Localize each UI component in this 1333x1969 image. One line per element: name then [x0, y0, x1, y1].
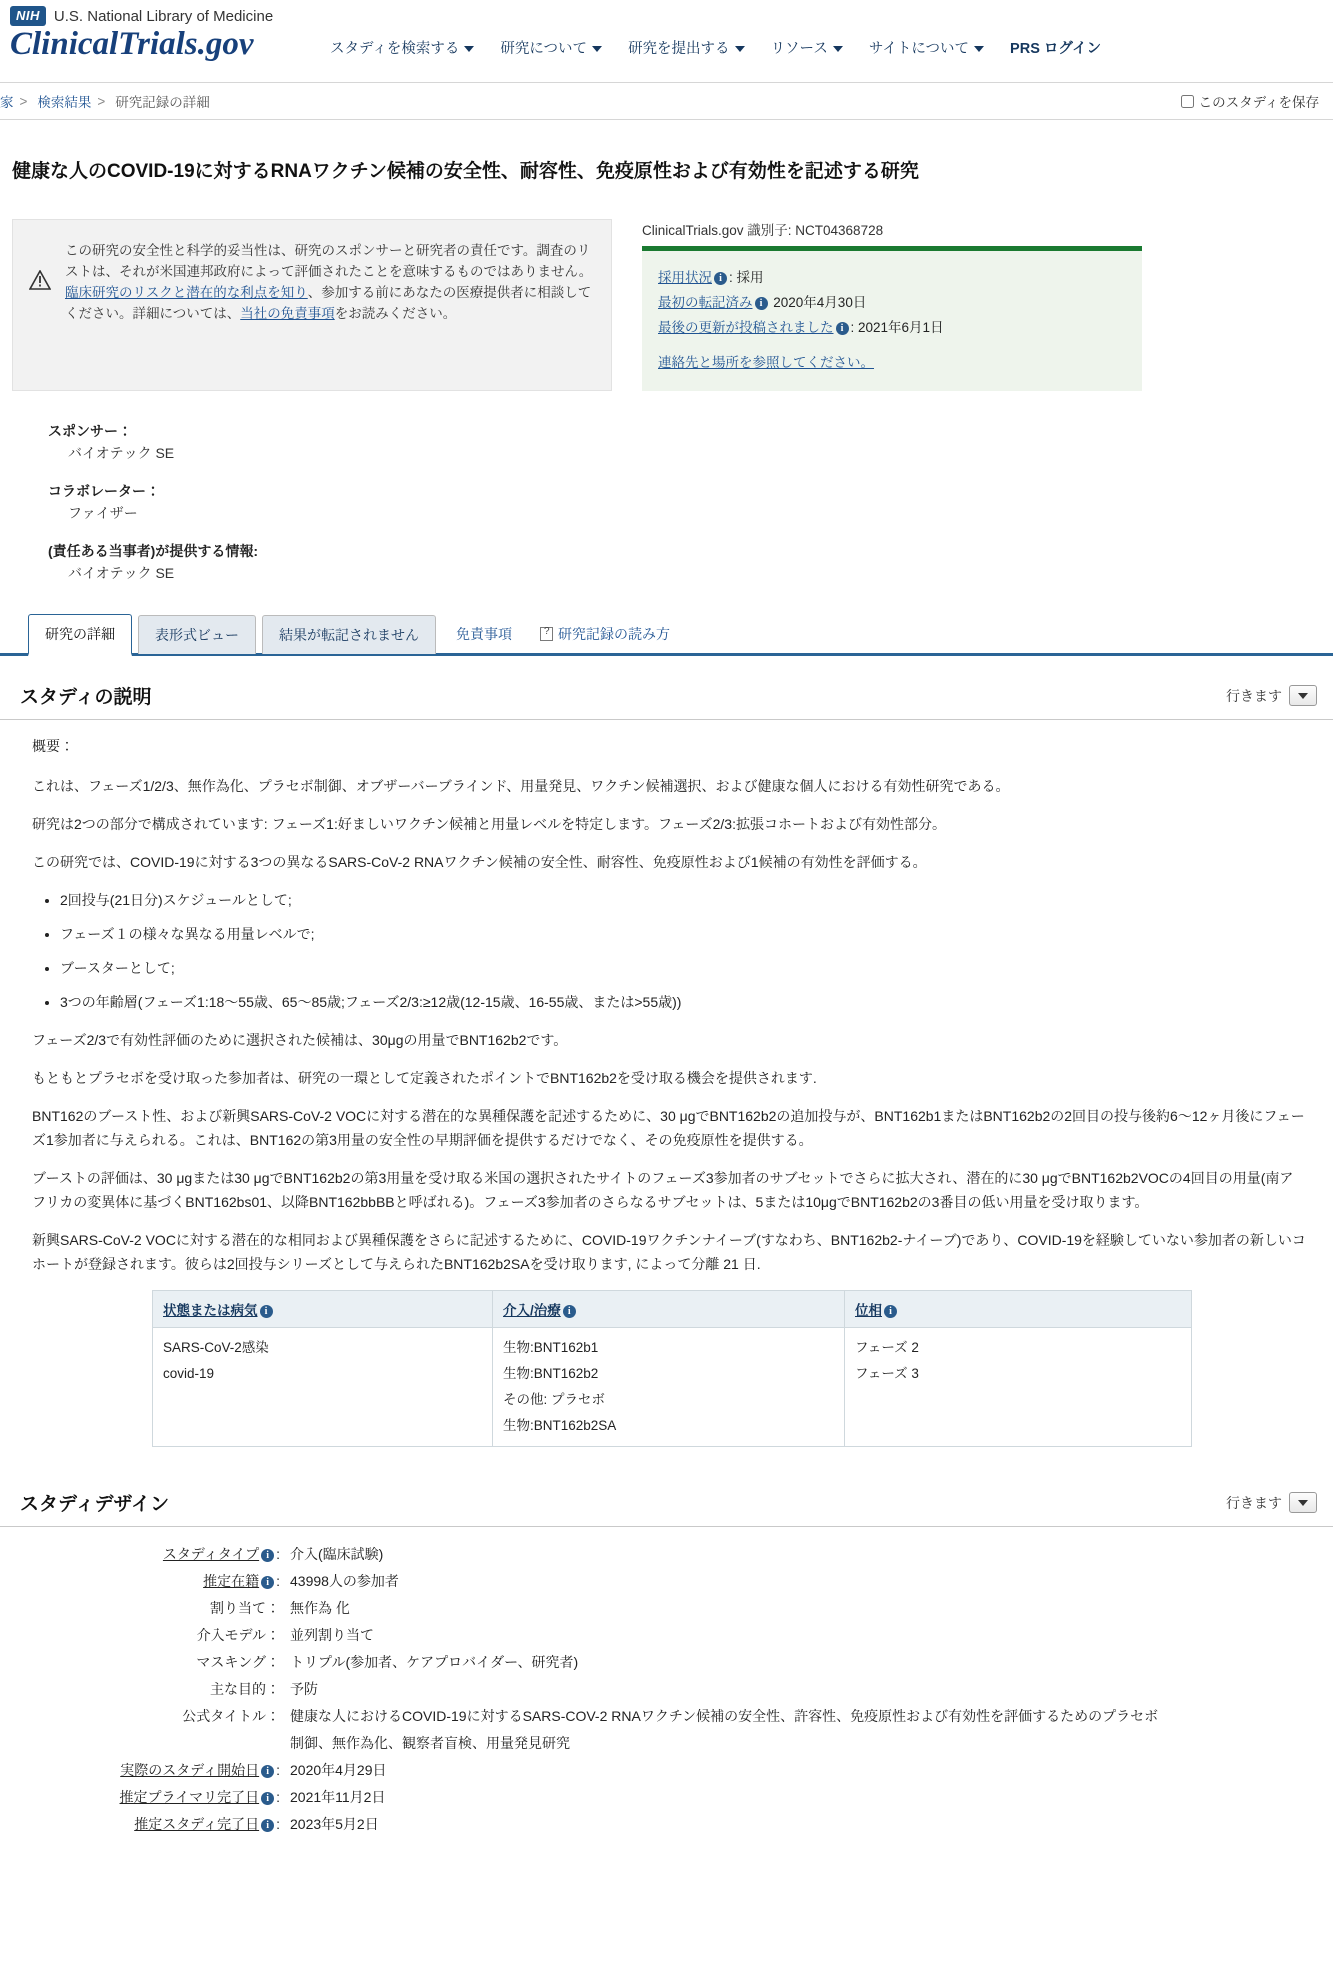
first-posted-value: 2020年4月30日	[773, 295, 867, 311]
nct-identifier: ClinicalTrials.gov 識別子: NCT04368728	[642, 223, 884, 239]
description-paragraph: この研究では、COVID-19に対する3つの異なるSARS-CoV-2 RNAワクチン候補の安全性、耐容性、免疫原性および1候補の有効性を評価する。	[32, 854, 927, 871]
breadcrumb-list	[0, 91, 210, 111]
nav-label: サイトについて	[868, 41, 970, 57]
info-icon[interactable]: i	[260, 1305, 273, 1318]
table-row	[153, 1328, 1192, 1447]
design-term	[0, 1757, 290, 1784]
design-term-label[interactable]: 推定スタディ完了日	[134, 1816, 260, 1833]
design-value: 介入(臨床試験)	[290, 1546, 384, 1563]
info-icon[interactable]: i	[261, 1792, 274, 1805]
table-body	[153, 1328, 1192, 1447]
description-paragraph: フェーズ2/3で有効性評価のために選択された候補は、30μgの用量でBNT162b2です。	[32, 1032, 568, 1049]
chevron-down-icon	[464, 46, 474, 52]
list-item: • フェーズ１の様々な異なる用量レベルで;	[60, 922, 1307, 946]
recruitment-status-label[interactable]: 採用状況	[658, 270, 712, 286]
intervention-item: 生物:BNT162b2SA	[503, 1418, 617, 1434]
design-row	[0, 1811, 1317, 1838]
design-term: マスキング：	[196, 1654, 280, 1671]
design-row	[0, 1676, 1317, 1703]
disclaimer-risks-link[interactable]: 臨床研究のリスクと潜在的な利点を知り	[65, 285, 308, 301]
contacts-locations-link[interactable]: 連絡先と場所を参照してください。	[658, 355, 874, 371]
description-paragraph: BNT162のブースト性、および新興SARS-CoV-2 VOCに対する潜在的な異種保護を記述するために、30 μgでBNT162b2の追加投与が、BNT162b1またはBNT162b2の2回目の投与後約6〜12ヶ月後にフェーズ1参加者に与えられる。これは、BNT162の第3用量の安全性の早期評価を提供するだけでなく、その免疫原性を提供する。	[32, 1108, 1305, 1149]
help-document-icon	[540, 627, 553, 641]
study-design-list	[0, 1527, 1333, 1838]
design-term	[0, 1811, 290, 1838]
breadcrumb	[0, 82, 1333, 120]
design-term	[0, 1568, 290, 1595]
column-header-intervention-link[interactable]: 介入/治療	[503, 1303, 561, 1319]
collaborator-label: コラボレーター：	[48, 483, 160, 500]
design-term-label[interactable]: 推定在籍	[203, 1573, 260, 1590]
intervention-item: その他: プラセボ	[503, 1392, 606, 1408]
tab-how-to-read-label: 研究記録の読み方	[558, 626, 670, 643]
design-value: 2020年4月29日	[290, 1762, 387, 1779]
design-row	[0, 1622, 1317, 1649]
disclaimer-part-1: この研究の安全性と科学的妥当性は、研究のスポンサーと研究者の責任です。調査のリストは、それが米国連邦政府によって評価されたことを意味するものではありません。	[65, 243, 593, 280]
design-term: 介入モデル：	[196, 1627, 280, 1644]
description-paragraph: これは、フェーズ1/2/3、無作為化、プラセボ制御、オブザーバーブラインド、用量発見、ワクチン候補選択、および健康な個人における有効性研究である。	[32, 778, 1010, 795]
disclaimer-text	[65, 240, 593, 368]
condition-item: covid-19	[163, 1366, 215, 1382]
design-value: 健康な人におけるCOVID-19に対するSARS-COV-2 RNAワクチン候補の安全性、許容性、免疫原性および有効性を評価するためのプラセボ制御、無作為化、観察者盲検、用量発見研究	[290, 1708, 1159, 1752]
disclaimer-part-3: をお読みください。	[334, 306, 457, 322]
conditions-interventions-table	[152, 1290, 1192, 1447]
info-icon[interactable]: i	[261, 1819, 274, 1832]
design-value: 2021年11月2日	[290, 1789, 386, 1806]
list-item: • ブースターとして;	[60, 956, 1307, 980]
study-description-header	[0, 666, 1333, 720]
column-header-intervention	[493, 1291, 845, 1328]
study-design-title: スタディデザイン	[20, 1494, 170, 1516]
design-value: 無作為 化	[290, 1600, 350, 1617]
design-row	[0, 1649, 1317, 1676]
study-description-title: スタディの説明	[20, 687, 152, 709]
chevron-down-icon	[592, 46, 602, 52]
design-row	[0, 1703, 1317, 1757]
info-icon[interactable]: i	[755, 297, 768, 310]
tab-how-to-read[interactable]	[526, 615, 684, 653]
last-update-label[interactable]: 最後の更新が投稿されました	[658, 320, 834, 336]
chevron-down-icon	[1298, 693, 1308, 699]
design-row	[0, 1784, 1317, 1811]
tab-bar	[0, 611, 1333, 656]
nav-item-prs-login[interactable]	[1010, 34, 1101, 61]
column-header-phase	[845, 1291, 1192, 1328]
save-study-input[interactable]	[1181, 95, 1194, 108]
info-icon[interactable]: i	[884, 1305, 897, 1318]
phase-item: フェーズ 2	[855, 1340, 919, 1356]
design-term	[0, 1541, 290, 1568]
design-value: 43998人の参加者	[290, 1573, 399, 1590]
breadcrumb-separator: >	[97, 93, 106, 109]
nav-item-submit-studies[interactable]	[628, 34, 745, 61]
table-head	[153, 1291, 1192, 1328]
breadcrumb-item-study-record-detail: 研究記録の詳細	[115, 95, 210, 110]
tab-tabular-view[interactable]: 表形式ビュー	[138, 615, 256, 654]
nav-item-about-site[interactable]	[869, 34, 984, 61]
design-row	[0, 1595, 1317, 1622]
collaborator-value: ファイザー	[68, 505, 138, 522]
last-update-value: 2021年6月1日	[858, 320, 944, 336]
nav-label: 研究について	[500, 41, 588, 57]
design-term-colon: :	[276, 1816, 280, 1833]
disclaimer-part-2: 、参加する前にあなたの医療提供者に相談してください。詳細については、	[65, 285, 592, 322]
design-value: トリプル(参加者、ケアプロバイダー、研究者)	[290, 1654, 579, 1671]
chevron-down-icon	[1298, 1500, 1308, 1506]
disclaimer-link[interactable]: 当社の免責事項	[240, 306, 335, 322]
goto-dropdown-button[interactable]	[1289, 1492, 1317, 1513]
info-icon[interactable]: i	[563, 1305, 576, 1318]
nav-item-resources[interactable]	[771, 34, 843, 61]
design-term-colon: :	[276, 1789, 280, 1806]
conditions-cell	[153, 1328, 493, 1447]
condition-item: SARS-CoV-2感染	[163, 1340, 269, 1356]
chevron-down-icon	[833, 46, 843, 52]
sponsor-block	[0, 391, 1333, 583]
column-header-phase-link[interactable]: 位相	[855, 1303, 882, 1319]
site-brand[interactable]: ClinicalTrials.gov	[10, 26, 254, 62]
nih-logo: NIH	[10, 6, 46, 26]
breadcrumb-separator: >	[19, 93, 28, 109]
interventions-cell	[493, 1328, 845, 1447]
phases-cell	[845, 1328, 1192, 1447]
design-term-colon: :	[276, 1762, 280, 1779]
list-item: • 3つの年齢層(フェーズ1:18〜55歳、65〜85歳;フェーズ2/3:≥12歳(12-15歳、16-55歳、または>55歳))	[60, 990, 1307, 1014]
design-value: 2023年5月2日	[290, 1816, 379, 1833]
design-term-label[interactable]: 推定プライマリ完了日	[119, 1789, 260, 1806]
description-paragraph: ブーストの評価は、30 μgまたは30 μgでBNT162b2の第3用量を受け取る米国の選択されたサイトのフェーズ3参加者のサブセットでさらに拡大され、潜在的に30 μgでBNT162b2VOCの4回目の用量(南アフリカの変異体に基づくBNT162bs01、以降BNT162bbBBと呼ばれる)。フェーズ3参加者のさらなるサブセットは、5または10μgでBNT162b2の3番目の低い用量を受け取ります。	[32, 1170, 1294, 1211]
first-posted-row	[658, 290, 1126, 315]
design-term-colon: :	[276, 1546, 280, 1563]
nav-label: 研究を提出する	[628, 41, 730, 57]
design-value: 並列割り当て	[290, 1627, 374, 1644]
description-paragraph: 研究は2つの部分で構成されています: フェーズ1:好ましいワクチン候補と用量レベルを特定します。フェーズ2/3:拡張コホートおよび有効性部分。	[32, 816, 946, 833]
goto-label: 行きます	[1226, 687, 1282, 704]
responsible-party-label: (責任ある当事者)が提供する情報:	[48, 543, 258, 560]
nav-item-about-studies[interactable]	[500, 34, 602, 61]
design-term-label[interactable]: スタディタイプ	[162, 1546, 260, 1563]
warning-icon	[29, 270, 51, 368]
tab-disclaimer[interactable]: 免責事項	[456, 626, 512, 643]
design-term	[0, 1784, 290, 1811]
nav-item-search-studies[interactable]	[330, 34, 474, 61]
design-row	[0, 1541, 1317, 1568]
nih-title: U.S. National Library of Medicine	[53, 8, 274, 25]
site-header	[0, 26, 1333, 82]
sponsor-value: バイオテック SE	[68, 445, 175, 462]
status-column	[642, 219, 1142, 391]
info-icon[interactable]: i	[836, 322, 849, 335]
column-header-condition-link[interactable]: 状態または病気	[163, 1303, 258, 1319]
design-term: 公式タイトル：	[182, 1708, 280, 1725]
sponsor-label: スポンサー：	[48, 423, 132, 440]
info-icon[interactable]: i	[261, 1549, 274, 1562]
goto-dropdown-button[interactable]	[1289, 685, 1317, 706]
design-term-label[interactable]: 実際のスタディ開始日	[120, 1762, 260, 1779]
list-item: • 2回投与(21日分)スケジュールとして;	[60, 888, 1307, 912]
first-posted-label[interactable]: 最初の転記済み	[658, 295, 753, 311]
save-study-label: このスタディを保存	[1198, 95, 1319, 110]
nav-label: PRS ログイン	[1010, 41, 1102, 57]
description-paragraph: もともとプラセボを受け取った参加者は、研究の一環として定義されたポイントでBNT162b2を受け取る機会を提供されます.	[32, 1070, 817, 1087]
disclaimer-box	[12, 219, 612, 391]
intervention-item: 生物:BNT162b1	[503, 1340, 599, 1356]
description-bullet-list	[32, 888, 1307, 1014]
main-nav	[330, 34, 1101, 61]
goto-control[interactable]	[1226, 685, 1317, 706]
recruitment-status-value: 採用	[736, 270, 764, 286]
design-term: 割り当て：	[210, 1600, 280, 1617]
tab-no-results-posted[interactable]: 結果が転記されません	[262, 615, 436, 654]
page-title: 健康な人のCOVID-19に対するRNAワクチン候補の安全性、耐容性、免疫原性および有効性を記述する研究	[12, 160, 919, 182]
design-row	[0, 1568, 1317, 1595]
design-term-colon: :	[276, 1573, 280, 1590]
last-update-row: 最後の更新が投稿されました i : 2021年6月1日	[658, 320, 944, 336]
table-header-row	[153, 1291, 1192, 1328]
breadcrumb-item-home[interactable]: 家	[0, 95, 14, 110]
nav-label: リソース	[770, 41, 828, 57]
intervention-item: 生物:BNT162b2	[503, 1366, 599, 1382]
brief-summary-label: 概要：	[32, 738, 74, 755]
goto-control[interactable]	[1226, 1492, 1317, 1513]
column-header-condition	[153, 1291, 493, 1328]
chevron-down-icon	[735, 46, 745, 52]
responsible-party-value: バイオテック SE	[68, 565, 175, 582]
design-value: 予防	[290, 1681, 318, 1698]
phase-item: フェーズ 3	[855, 1366, 919, 1382]
info-icon[interactable]: i	[714, 272, 727, 285]
design-row	[0, 1757, 1317, 1784]
recruitment-status-row: 採用状況 i : 採用	[658, 270, 764, 286]
study-design-header	[0, 1473, 1333, 1527]
study-description-body	[0, 720, 1333, 1276]
breadcrumb-item-search-results[interactable]: 検索結果	[37, 95, 92, 110]
info-icon[interactable]: i	[261, 1576, 274, 1589]
description-paragraph: 新興SARS-CoV-2 VOCに対する潜在的な相同および異種保護をさらに記述するために、COVID-19ワクチンナイーブ(すなわち、BNT162b2-ナイーブ)であり、COVID-19を経験していない参加者の新しいコホートが登録されます。彼らは2回投与シリーズとして与えられたBNT162b2SAを受け取ります, によって分離 21 日.	[32, 1232, 1306, 1273]
chevron-down-icon	[974, 46, 984, 52]
nav-label: スタディを検索する	[330, 41, 460, 57]
status-box	[642, 246, 1142, 391]
tab-study-details[interactable]: 研究の詳細	[28, 614, 132, 656]
save-study-checkbox[interactable]	[1181, 91, 1319, 111]
goto-label: 行きます	[1226, 1494, 1282, 1511]
study-summary-row	[0, 197, 1333, 391]
design-term: 主な目的：	[210, 1681, 280, 1698]
info-icon[interactable]: i	[261, 1765, 274, 1778]
